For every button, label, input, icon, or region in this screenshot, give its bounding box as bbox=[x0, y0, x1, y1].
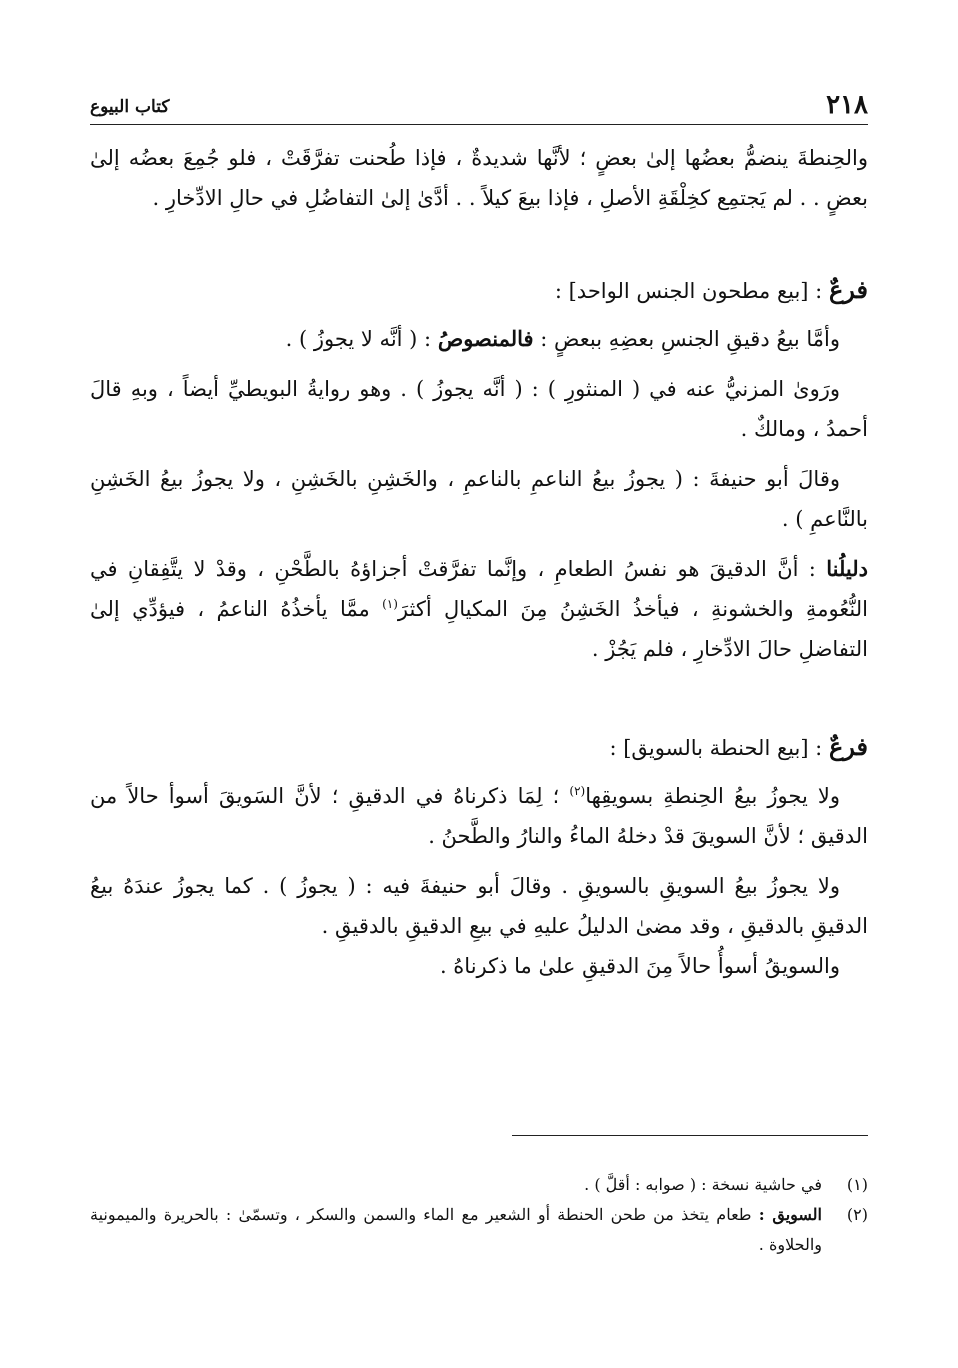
section-heading-sawiq bbox=[90, 727, 868, 768]
paragraph-conclusion: والسويقُ أسوأُ حالاً مِنَ الدقيقِ علىٰ ما ذكرناهُ . bbox=[439, 954, 840, 978]
footnote-1 bbox=[90, 1170, 868, 1200]
paragraph-intro: والحِنطةَ ينضمُّ بعضُها إلىٰ بعضٍ ؛ لأنَّها شديدةٌ ، فإذا طُحنت تفرَّقَتْ ، فلو جُمِعَ بعضُه إلىٰ بعضٍ . . لم يَجتمِع كخِلْقَةِ الأصلِ ، فإذا بيعَ كيلاً . . أدَّىٰ إلىٰ التفاضُلِ في حالِ الادِّخارِ . bbox=[90, 146, 868, 210]
section-title: : [بيع مطحون الجنس الواحد] : bbox=[554, 279, 823, 303]
paragraph-wheat-sawiq bbox=[90, 776, 868, 856]
section-title: : [بيع الحنطة بالسويق] : bbox=[609, 736, 823, 760]
main-text bbox=[90, 138, 868, 986]
page-number: ٢١٨ bbox=[826, 90, 868, 120]
footnote-number: (٢) bbox=[846, 1205, 868, 1224]
section-label: فرعٌ bbox=[828, 732, 868, 761]
footnote-text bbox=[90, 1200, 822, 1260]
footnote-term: السويق : bbox=[758, 1205, 823, 1224]
footnote-ref[interactable]: (١) bbox=[382, 597, 398, 611]
footnote-text bbox=[90, 1170, 822, 1200]
footnote-ref[interactable]: (٢) bbox=[569, 784, 586, 798]
paragraph-text: ممَّا يأخذُهُ الناعمُ ، فيؤدِّي إلىٰ التفاضلِ حالَ الادِّخارِ ، فلم يَجُزْ . bbox=[90, 597, 868, 661]
section-heading-flour bbox=[90, 270, 868, 311]
paragraph-muzani: ورَوىٰ المزنيُّ عنه في ( المنثورِ ) : ( أنَّه يجوزُ ) . وهو روايةُ البويطيِّ أيضاً ، وبهِ قالَ أحمدُ ، ومالكٌ . bbox=[90, 377, 868, 441]
footnotes bbox=[90, 1170, 868, 1260]
footnote-2 bbox=[90, 1200, 868, 1260]
paragraph-text: : أنَّ الدقيقَ هو نفسُ الطعامِ ، وإنَّما تفرَّقتْ أجزاؤهُ بالطَّحْنِ ، وقدْ لا يتَّفِقانِ في النُّعُومةِ والخشونةِ ، فيأخذُ الخَشِنُ مِنَ المكيالِ أكثرَ bbox=[90, 557, 868, 621]
paragraph-abu-hanifa: وقالَ أبو حنيفةَ : ( يجوزُ بيعُ الناعمِ بالناعمِ ، والخَشِنِ بالخَشِنِ ، ولا يجوزُ بيعُ الخَشِنِ بالنَّاعمِ ) . bbox=[90, 467, 868, 531]
section-label: فرعٌ bbox=[828, 275, 868, 304]
bold-term: فالمنصوصُ bbox=[437, 326, 534, 351]
paragraph-text: : ( أنَّه لا يجوزُ ) . bbox=[285, 327, 432, 351]
footnote-divider bbox=[512, 1135, 868, 1136]
paragraph-evidence bbox=[90, 549, 868, 669]
paragraph-text: ولا يجوزُ بيعُ الحِنطةِ بسويقِها bbox=[585, 784, 840, 808]
bold-term: دليلُنا bbox=[826, 556, 868, 581]
paragraph-text: وأمَّا بيعُ دقيقِ الجنسِ بعضِهِ ببعضٍ : bbox=[540, 327, 840, 351]
paragraph-flour-sale bbox=[90, 319, 868, 359]
footnote-body: في حاشية نسخة : ( صوابه : أقلَّ ) . bbox=[584, 1175, 822, 1194]
page-header bbox=[90, 88, 868, 125]
footnote-number: (١) bbox=[846, 1175, 868, 1194]
paragraph-text: ؛ لِمَا ذكرناهُ في الدقيقِ ؛ لأنَّ السَويقَ أسوأ حالاً من الدقيق ؛ لأنَّ السويقَ قدْ دخلهُ الماءُ والنارُ والطَّحنُ . bbox=[90, 784, 868, 848]
running-title: كتاب البيوع bbox=[90, 97, 170, 117]
footnote-body: طعام يتخذ من طحن الحنطة أو الشعير مع الماء والسمن والسكر ، وتسمّىٰ : بالحريرة والميمونية والحلاوة . bbox=[90, 1205, 822, 1254]
paragraph-sawiq-sawiq: ولا يجوزُ بيعُ السويقِ بالسويقِ . وقالَ أبو حنيفةَ فيه : ( يجوزُ ) . كما يجوزُ عندَهُ بيعُ الدقيقِ بالدقيقِ ، وقد مضىٰ الدليلُ عليهِ في بيعِ الدقيقِ بالدقيقِ . bbox=[90, 874, 868, 938]
